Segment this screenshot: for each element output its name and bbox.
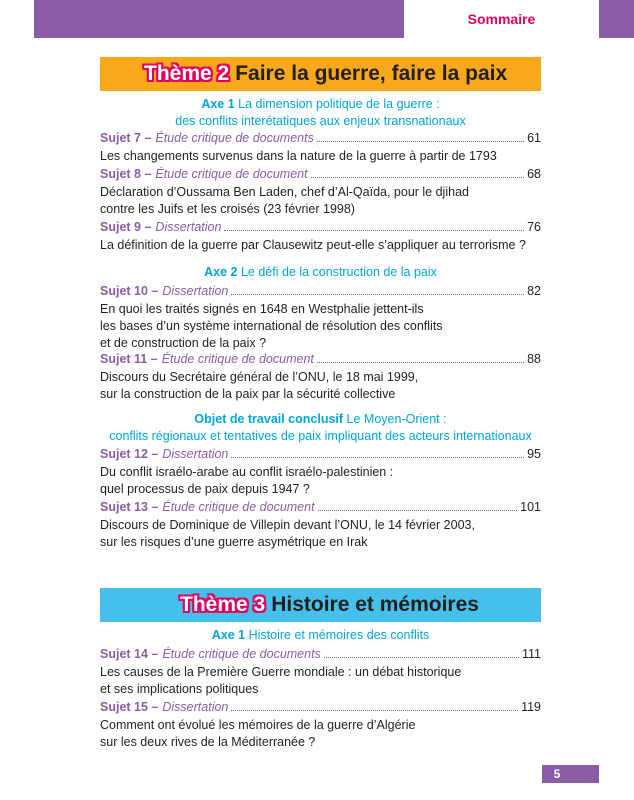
sujet-type: Dissertation	[162, 447, 229, 461]
desc-line: Les changements survenus dans la nature de la guerre à partir de 1793	[100, 149, 497, 163]
desc-line: Discours de Dominique de Villepin devant l’ONU, le 14 février 2003,	[100, 518, 475, 532]
desc-line: En quoi les traités signés en 1648 en Westphalie jettent-ils	[100, 302, 424, 316]
sujet-type: Dissertation	[155, 220, 222, 234]
objet-conclusif-heading	[100, 411, 541, 445]
desc-line: Comment ont évolué les mémoires de la guerre d’Algérie	[100, 718, 416, 732]
sujet-type: Étude critique de documents	[155, 131, 314, 145]
sujet-label: Sujet 10 –	[100, 284, 159, 298]
page-number: 119	[521, 700, 541, 714]
sujet-type: Étude critique de documents	[162, 647, 321, 661]
page-number: 82	[527, 284, 541, 298]
axe-label: Axe 1	[211, 628, 246, 642]
theme2-number: Thème 2	[144, 62, 230, 85]
desc-line: et de construction de la paix ?	[100, 336, 267, 350]
sujet13-description	[100, 517, 541, 551]
sujet-label: Sujet 8 –	[100, 167, 152, 181]
desc-line: sur les risques d’une guerre asymétrique en Irak	[100, 535, 368, 549]
page-number: 68	[527, 167, 541, 181]
sujet13-entry[interactable]	[100, 499, 541, 516]
page-number: 61	[527, 131, 541, 145]
theme3-banner	[100, 588, 541, 622]
theme2-heading	[144, 57, 507, 91]
sujet-type: Étude critique de document	[162, 500, 315, 514]
leader-dots	[318, 510, 518, 511]
theme3-title: Histoire et mémoires	[271, 593, 479, 616]
sujet7-description	[100, 148, 541, 165]
theme2-title: Faire la guerre, faire la paix	[235, 62, 508, 85]
leader-dots	[324, 657, 519, 658]
axe-label: Axe 1	[201, 97, 235, 111]
sujet9-description	[100, 237, 541, 254]
sujet-label: Sujet 9 –	[100, 220, 152, 234]
sujet8-description	[100, 184, 541, 218]
desc-line: La définition de la guerre par Clausewitz peut-elle s’appliquer au terrorisme ?	[100, 238, 526, 252]
desc-line: Discours du Secrétaire général de l’ONU, le 18 mai 1999,	[100, 370, 419, 384]
page-number: 111	[521, 647, 541, 661]
theme3-number: Thème 3	[180, 593, 266, 616]
desc-line: et ses implications politiques	[100, 682, 259, 696]
leader-dots	[317, 362, 524, 363]
desc-line: Déclaration d’Oussama Ben Laden, chef d’Al-Qaïda, pour le djihad	[100, 185, 469, 199]
theme2-banner	[100, 57, 541, 91]
sujet10-entry[interactable]	[100, 283, 541, 300]
sujet-type: Étude critique de document	[155, 167, 308, 181]
desc-line: sur la construction de la paix par la sécurité collective	[100, 387, 396, 401]
sujet-label: Sujet 15 –	[100, 700, 159, 714]
desc-line: Les causes de la Première Guerre mondiale : un débat historique	[100, 665, 462, 679]
sujet7-entry[interactable]	[100, 130, 541, 147]
sujet-label: Sujet 7 –	[100, 131, 152, 145]
desc-line: les bases d’un système international de résolution des conflits	[100, 319, 443, 333]
sujet-type: Dissertation	[162, 700, 229, 714]
sujet15-entry[interactable]	[100, 699, 541, 716]
axe-title: Histoire et mémoires des conflits	[248, 628, 430, 642]
desc-line: Du conflit israélo-arabe au conflit israélo-palestinien :	[100, 465, 394, 479]
sujet12-description	[100, 464, 541, 498]
sujet15-description	[100, 717, 541, 751]
objet-title-line2: conflits régionaux et tentatives de paix impliquant des acteurs internationaux	[109, 429, 532, 443]
sujet-label: Sujet 13 –	[100, 500, 159, 514]
sujet11-entry[interactable]	[100, 351, 541, 368]
page-number-footer: 5	[553, 767, 561, 781]
leader-dots	[231, 294, 524, 295]
sujet11-description	[100, 369, 541, 403]
desc-line: sur les deux rives de la Méditerranée ?	[100, 735, 316, 749]
sujet10-description	[100, 301, 541, 352]
page-number: 88	[527, 352, 541, 366]
sujet-label: Sujet 12 –	[100, 447, 159, 461]
axe-label: Axe 2	[204, 265, 238, 279]
sujet14-description	[100, 664, 541, 698]
leader-dots	[231, 457, 524, 458]
theme3-heading	[180, 588, 479, 622]
objet-title-line1: Le Moyen-Orient :	[346, 412, 447, 426]
axe-title-line2: des conflits interétatiques aux enjeux transnationaux	[175, 114, 466, 128]
page-number: 76	[527, 220, 541, 234]
sujet-type: Étude critique de document	[161, 352, 314, 366]
sujet8-entry[interactable]	[100, 166, 541, 183]
sujet9-entry[interactable]	[100, 219, 541, 236]
theme2-axe2-heading	[100, 264, 541, 281]
sujet12-entry[interactable]	[100, 446, 541, 463]
page-number: 101	[520, 500, 541, 514]
desc-line: quel processus de paix depuis 1947 ?	[100, 482, 310, 496]
desc-line: contre les Juifs et les croisés (23 février 1998)	[100, 202, 355, 216]
sujet14-entry[interactable]	[100, 646, 541, 663]
theme3-axe1-heading	[100, 627, 541, 644]
theme2-axe1-heading	[100, 96, 541, 130]
page-number: 95	[527, 447, 541, 461]
sujet-label: Sujet 14 –	[100, 647, 159, 661]
leader-dots	[224, 230, 524, 231]
axe-title-line1: La dimension politique de la guerre :	[238, 97, 440, 111]
axe-title: Le défi de la construction de la paix	[240, 265, 437, 279]
leader-dots	[317, 141, 524, 142]
objet-label: Objet de travail conclusif	[194, 412, 344, 426]
leader-dots	[231, 710, 518, 711]
sujet-type: Dissertation	[162, 284, 229, 298]
leader-dots	[311, 177, 524, 178]
sujet-label: Sujet 11 –	[100, 352, 158, 366]
sommaire-tab[interactable]: Sommaire	[404, 0, 599, 38]
